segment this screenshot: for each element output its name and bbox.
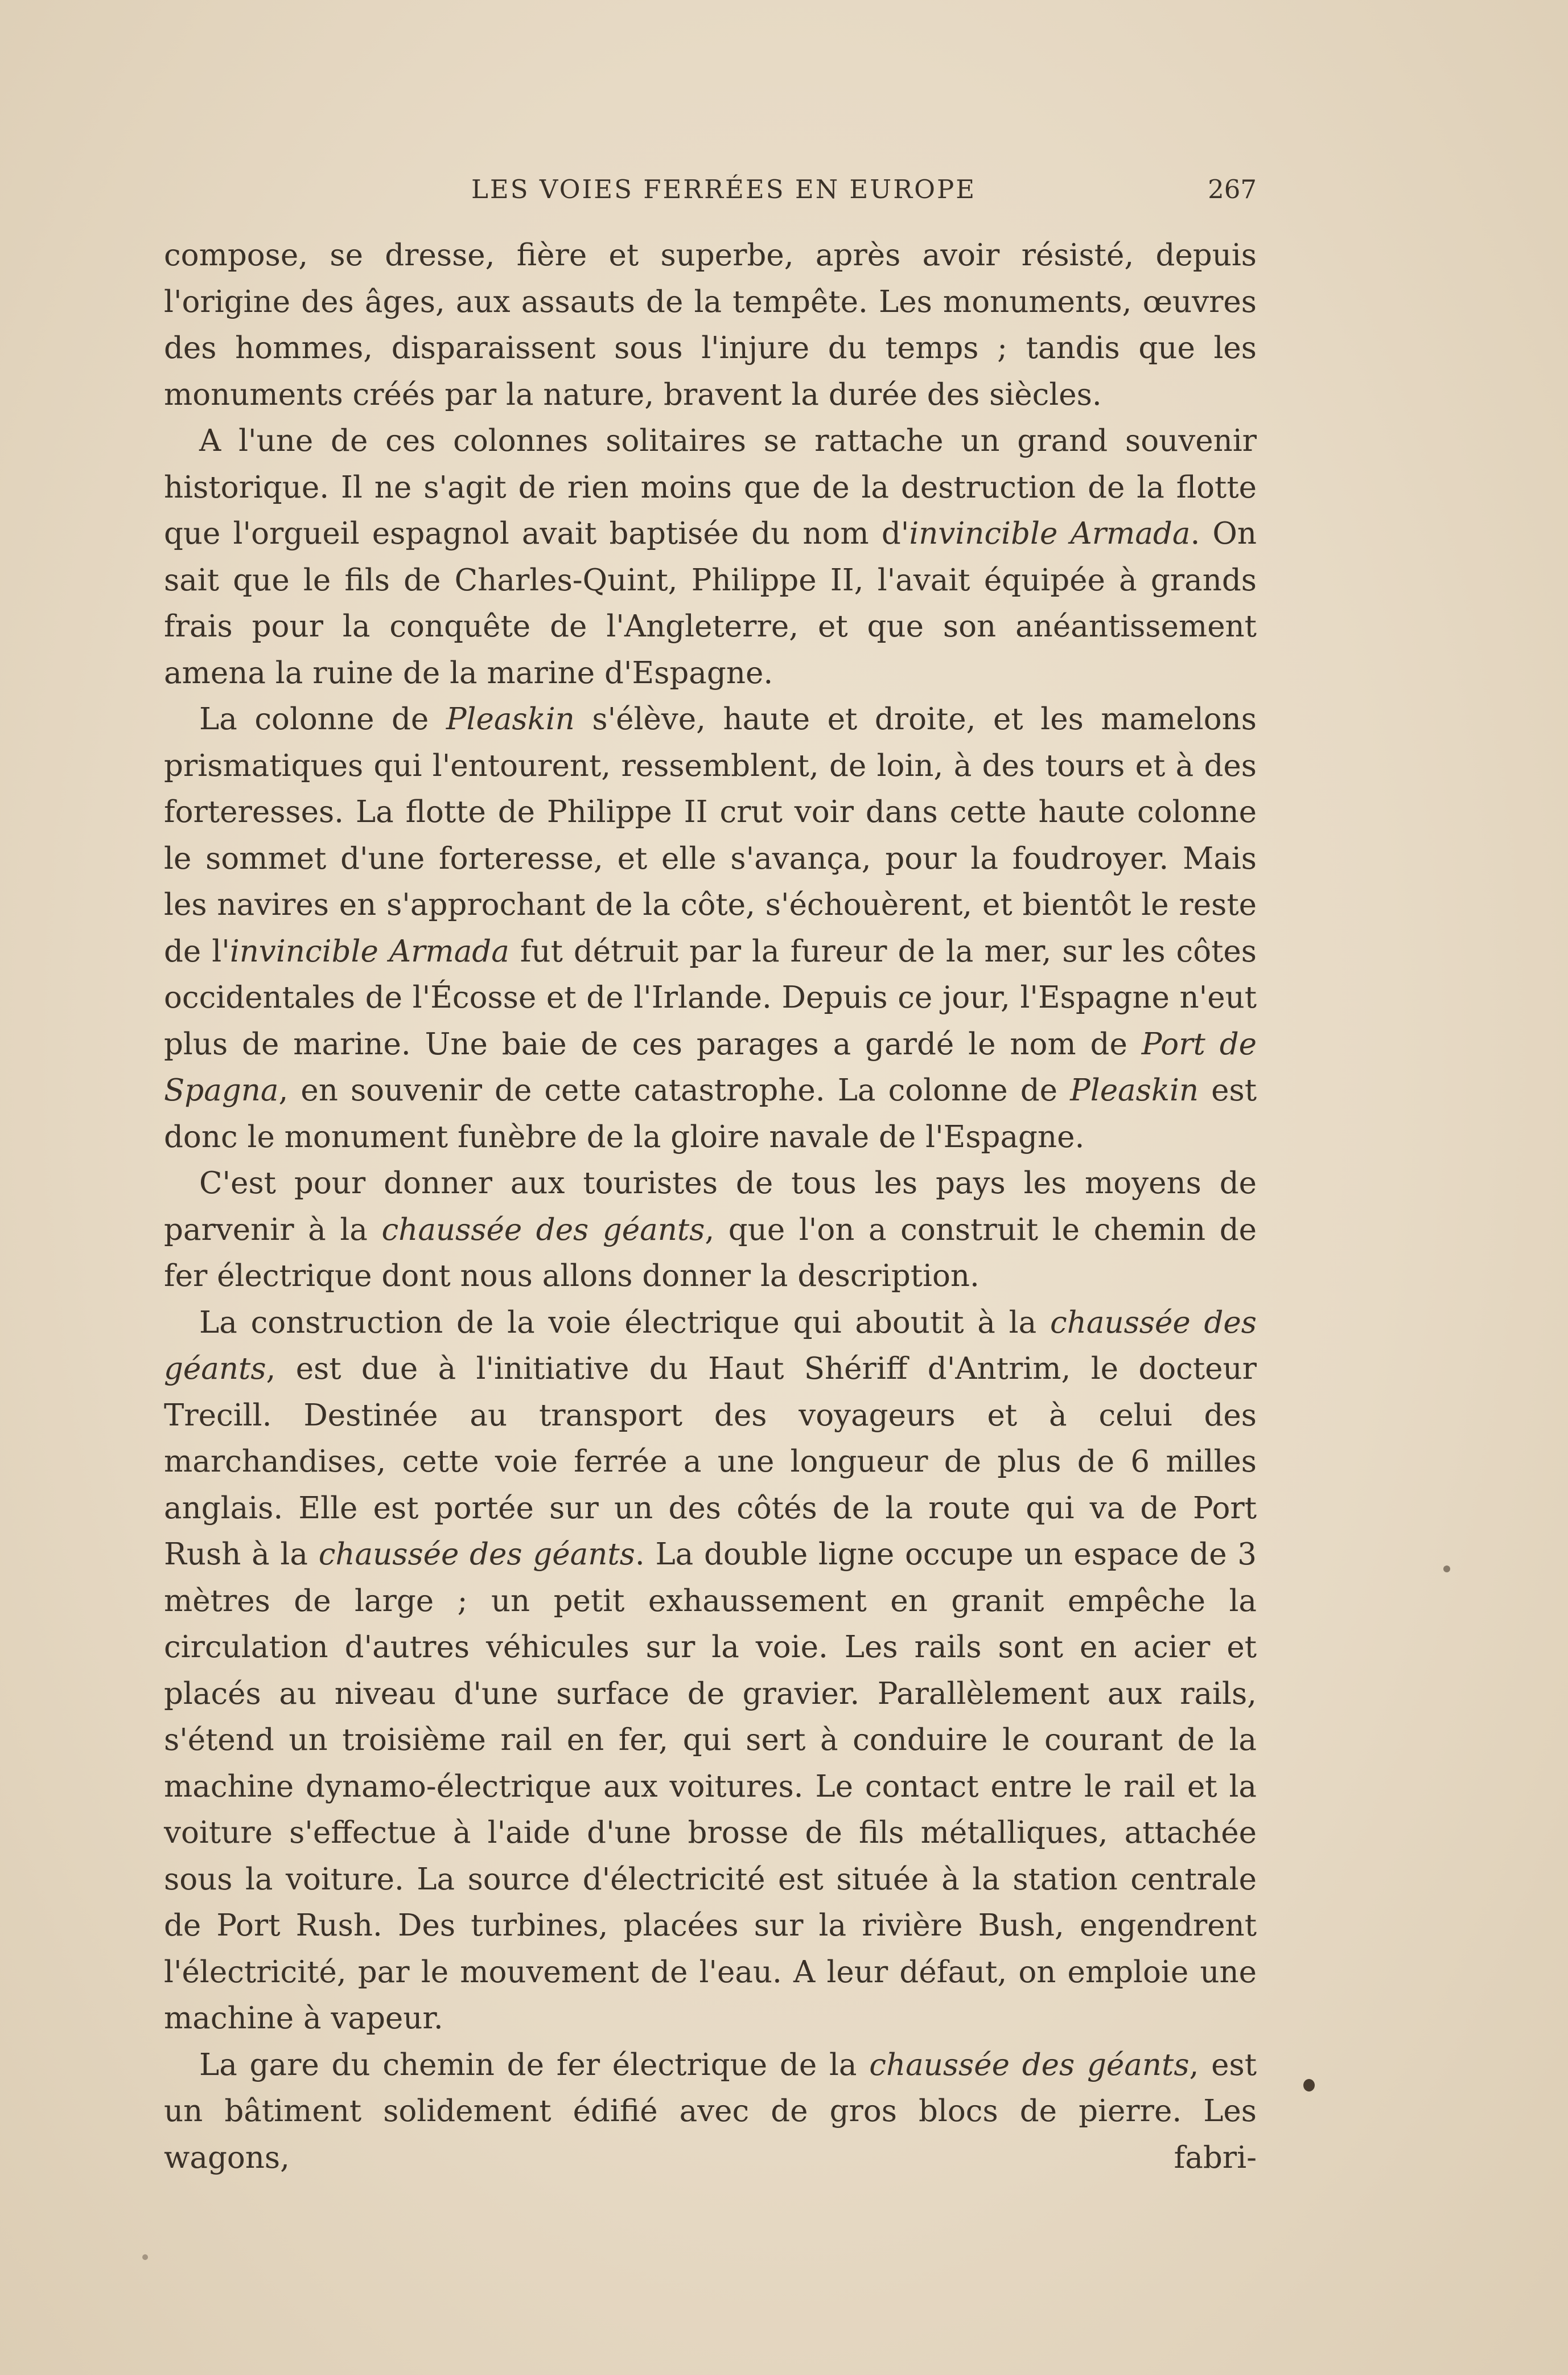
text-run: , est due à l'initiative du Haut Shériff d'Antrim, le docteur Trecill. Destinée au transport des voyageurs et à celui des marchandises, cette voie ferrée a une longueur de plus de 6 milles anglais. Elle est portée sur un des côtés de la route qui va de Port Rush à la (164, 1351, 1257, 1572)
text-run: La gare du chemin de fer électrique de la (199, 2047, 870, 2082)
paragraph-4 (164, 1160, 1257, 1300)
paragraph-6 (164, 2042, 1257, 2181)
text-run: La colonne de (199, 702, 446, 737)
text-run: . La double ligne occupe un espace de 3 mètres de large ; un petit exhaussement en granit empêche la circulation d'autres véhicules sur la voie. Les rails sont en acier et placés au niveau d'une surface de gravier. Parallèlement aux rails, s'étend un troisième rail en fer, qui sert à conduire le courant de la machine dynamo-électrique aux voitures. Le contact entre le rail et la voiture s'effectue à l'aide d'une brosse de fils métalliques, attachée sous la voiture. La source d'électricité est située à la station centrale de Port Rush. Des turbines, placées sur la rivière Bush, engendrent l'électricité, par le mouvement de l'eau. A leur défaut, on emploie une machine à vapeur. (164, 1537, 1257, 2036)
italic-run: chaussée des géants (164, 1305, 1257, 1386)
italic-run: invincible Armada (909, 516, 1191, 551)
italic-run: chaussée des géants (318, 1537, 635, 1572)
ink-speck (1303, 2079, 1315, 2092)
ink-speck (142, 2254, 148, 2260)
text-run: , en souvenir de cette catastrophe. La colonne de (278, 1073, 1071, 1108)
paragraph-5 (164, 1300, 1257, 2042)
text-run: A l'une de ces colonnes solitaires se rattache un grand souvenir historique. Il ne s'agit de rien moins que de la destruction de la flotte que l'orgueil espagnol avait baptisée du nom d' (164, 424, 1257, 551)
italic-run: Port de Spagna (164, 1026, 1257, 1108)
paragraph-3 (164, 696, 1257, 1160)
italic-run: chaussée des géants (381, 1212, 705, 1247)
text-run: est donc le monument funèbre de la gloire navale de l'Espagne. (164, 1073, 1257, 1154)
text-run: . On sait que le fils de Charles-Quint, Philippe II, l'avait équipée à grands frais pour la conquête de l'Angleterre, et que son anéantissement amena la ruine de la marine d'Espagne. (164, 516, 1257, 691)
body-text (164, 232, 1257, 2181)
page-header (164, 170, 1257, 215)
text-run: , que l'on a construit le chemin de fer électrique dont nous allons donner la description. (164, 1212, 1257, 1293)
text-run: , est un bâtiment solidement édifié avec de gros blocs de pierre. Les wagons, fabri- (164, 2047, 1257, 2175)
italic-run: Pleaskin (446, 702, 575, 737)
italic-run: Pleaskin (1070, 1073, 1199, 1108)
page-number: 267 (1208, 174, 1257, 204)
text-run: fut détruit par la fureur de la mer, sur les côtes occidentales de l'Écosse et de l'Irlande. Depuis ce jour, l'Espagne n'eut plus de marine. Une baie de ces parages a gardé le nom de (164, 934, 1257, 1062)
italic-run: invincible Armada (229, 934, 509, 969)
text-run: s'élève, haute et droite, et les mamelons prismatiques qui l'entourent, ressemblent, de loin, à des tours et à des forteresses. La flotte de Philippe II crut voir dans cette haute colonne le sommet d'une forteresse, et elle s'avança, pour la foudroyer. Mais les navires en s'approchant de la côte, s'échouèrent, et bientôt le reste de l' (164, 702, 1257, 969)
italic-run: chaussée des géants (869, 2047, 1190, 2082)
ink-speck (1443, 1565, 1450, 1572)
text-run: C'est pour donner aux touristes de tous les pays les moyens de parvenir à la (164, 1166, 1257, 1247)
text-run: compose, se dresse, fière et superbe, après avoir résisté, depuis l'origine des âges, aux assauts de la tempête. Les monuments, œuvres des hommes, disparaissent sous l'injure du temps ; tandis que les monuments créés par la nature, bravent la durée des siècles. (164, 238, 1257, 412)
paragraph-1 (164, 232, 1257, 418)
text-run: La construction de la voie électrique qui aboutit à la (199, 1305, 1051, 1340)
paragraph-2 (164, 418, 1257, 696)
running-title: LES VOIES FERRÉES EN EUROPE (471, 174, 977, 204)
